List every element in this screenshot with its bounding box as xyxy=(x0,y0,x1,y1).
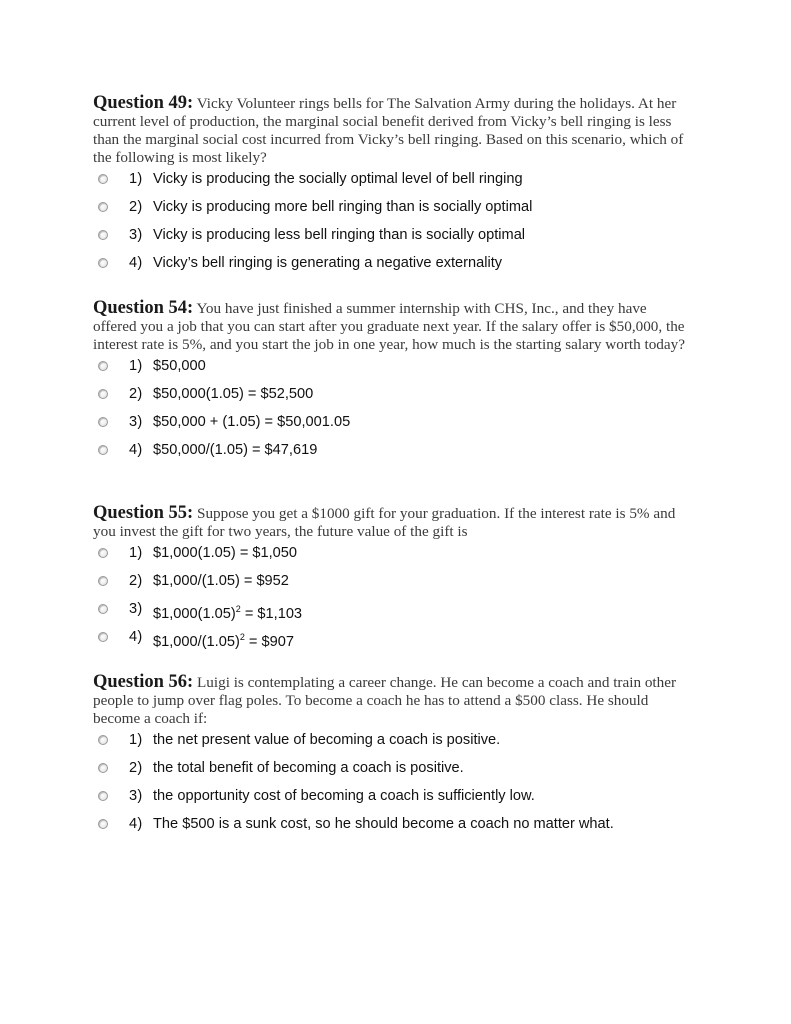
answer-option[interactable] xyxy=(93,599,693,627)
option-text xyxy=(153,627,294,652)
formula-result: = $1,103 xyxy=(240,606,303,622)
option-text: $50,000 xyxy=(153,358,206,374)
radio-button[interactable] xyxy=(98,361,108,371)
question-prompt xyxy=(93,299,693,354)
question-label: Question 54: xyxy=(93,298,194,318)
radio-button[interactable] xyxy=(98,819,108,829)
option-number: 1) xyxy=(129,358,143,374)
answer-option[interactable] xyxy=(93,440,693,468)
question-prompt xyxy=(93,94,693,167)
answer-option[interactable] xyxy=(93,169,693,197)
answer-options xyxy=(93,543,693,655)
question-prompt xyxy=(93,504,693,541)
option-text: $50,000(1.05) = $52,500 xyxy=(153,386,314,402)
radio-button[interactable] xyxy=(98,763,108,773)
option-number: 4) xyxy=(129,629,143,645)
question-label: Question 49: xyxy=(93,93,194,113)
radio-button[interactable] xyxy=(98,576,108,586)
option-number: 4) xyxy=(129,816,143,832)
question-text: You have just finished a summer internship with CHS, Inc., and they have offered you a job that you can start after you graduate next year. If the salary offer is $50,000, the interest rate is 5%, and you start the job in one year, how much is the starting salary worth today? xyxy=(93,300,685,353)
question-prompt xyxy=(93,673,693,728)
option-text: Vicky is producing less bell ringing than is socially optimal xyxy=(153,227,526,243)
option-text: $50,000/(1.05) = $47,619 xyxy=(153,442,318,458)
radio-button[interactable] xyxy=(98,174,108,184)
answer-option[interactable] xyxy=(93,253,693,281)
question-label: Question 56: xyxy=(93,672,194,692)
option-number: 3) xyxy=(129,414,143,430)
radio-button[interactable] xyxy=(98,202,108,212)
radio-button[interactable] xyxy=(98,417,108,427)
answer-option[interactable] xyxy=(93,730,693,758)
answer-option[interactable] xyxy=(93,197,693,225)
option-number: 1) xyxy=(129,171,143,187)
question-56 xyxy=(93,673,693,842)
option-number: 2) xyxy=(129,386,143,402)
option-text xyxy=(153,599,302,624)
formula-result: = $907 xyxy=(244,634,294,650)
exponent: 2 xyxy=(239,632,245,642)
radio-button[interactable] xyxy=(98,389,108,399)
question-49 xyxy=(93,94,693,281)
answer-option[interactable] xyxy=(93,384,693,412)
option-text: Vicky is producing the socially optimal level of bell ringing xyxy=(153,171,523,187)
answer-options xyxy=(93,169,693,281)
radio-button[interactable] xyxy=(98,230,108,240)
answer-option[interactable] xyxy=(93,356,693,384)
answer-option[interactable] xyxy=(93,543,693,571)
exponent: 2 xyxy=(235,604,241,614)
question-text: Vicky Volunteer rings bells for The Salvation Army during the holidays. At her current level of production, the marginal social benefit derived from Vicky’s bell ringing is less than the marginal social cost incurred from Vicky’s bell ringing. Based on this scenario, which of the following is most likely? xyxy=(93,95,684,166)
option-text: $1,000/(1.05) = $952 xyxy=(153,573,289,589)
formula-base: $1,000/(1.05) xyxy=(153,634,240,650)
answer-option[interactable] xyxy=(93,412,693,440)
option-text: Vicky’s bell ringing is generating a negative externality xyxy=(153,255,503,271)
radio-button[interactable] xyxy=(98,632,108,642)
radio-button[interactable] xyxy=(98,548,108,558)
option-text: $50,000 + (1.05) = $50,001.05 xyxy=(153,414,351,430)
option-text: the net present value of becoming a coach is positive. xyxy=(153,732,501,748)
question-text: Suppose you get a $1000 gift for your graduation. If the interest rate is 5% and you invest the gift for two years, the future value of the gift is xyxy=(93,505,676,540)
radio-button[interactable] xyxy=(98,735,108,745)
option-text: the opportunity cost of becoming a coach is sufficiently low. xyxy=(153,788,535,804)
radio-button[interactable] xyxy=(98,258,108,268)
option-text: $1,000(1.05) = $1,050 xyxy=(153,545,298,561)
formula-base: $1,000(1.05) xyxy=(153,606,236,622)
question-54 xyxy=(93,299,693,468)
answer-option[interactable] xyxy=(93,814,693,842)
radio-button[interactable] xyxy=(98,445,108,455)
answer-option[interactable] xyxy=(93,758,693,786)
option-number: 3) xyxy=(129,601,143,617)
question-55 xyxy=(93,504,693,655)
answer-options xyxy=(93,356,693,468)
option-number: 3) xyxy=(129,788,143,804)
answer-option[interactable] xyxy=(93,627,693,655)
option-number: 2) xyxy=(129,199,143,215)
option-number: 4) xyxy=(129,442,143,458)
radio-button[interactable] xyxy=(98,791,108,801)
answer-options xyxy=(93,730,693,842)
radio-button[interactable] xyxy=(98,604,108,614)
option-text: The $500 is a sunk cost, so he should become a coach no matter what. xyxy=(153,816,614,832)
option-number: 1) xyxy=(129,545,143,561)
option-number: 2) xyxy=(129,573,143,589)
option-number: 2) xyxy=(129,760,143,776)
question-text: Luigi is contemplating a career change. He can become a coach and train other people to jump over flag poles. To become a coach he has to attend a $500 class. He should become a coach if: xyxy=(93,674,677,727)
option-number: 4) xyxy=(129,255,143,271)
answer-option[interactable] xyxy=(93,786,693,814)
option-number: 3) xyxy=(129,227,143,243)
option-text: Vicky is producing more bell ringing than is socially optimal xyxy=(153,199,533,215)
answer-option[interactable] xyxy=(93,225,693,253)
option-text: the total benefit of becoming a coach is positive. xyxy=(153,760,464,776)
question-label: Question 55: xyxy=(93,503,194,523)
option-number: 1) xyxy=(129,732,143,748)
answer-option[interactable] xyxy=(93,571,693,599)
